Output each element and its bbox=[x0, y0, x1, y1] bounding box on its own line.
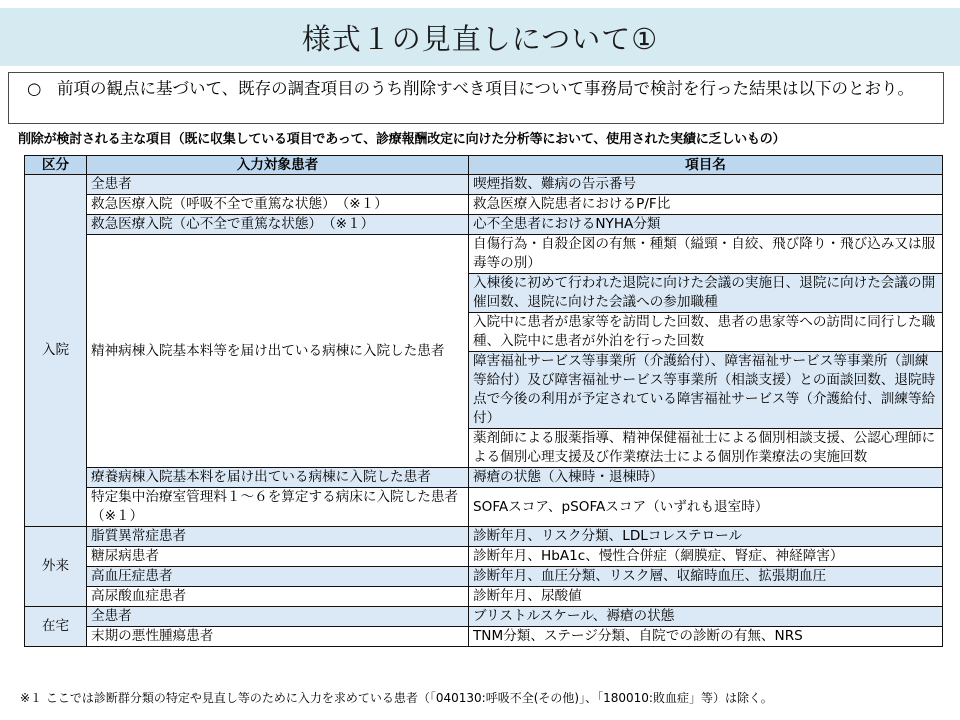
category-inpatient: 入院 bbox=[25, 175, 87, 527]
table-row bbox=[25, 547, 943, 567]
intro-text: 前項の観点に基づいて、既存の調査項目のうち削除すべき項目について事務局で検討を行った結果は以下のとおり。 bbox=[57, 79, 915, 98]
patient-cell: 救急医療入院（心不全で重篤な状態） （※１） bbox=[87, 215, 469, 235]
table-row bbox=[25, 175, 943, 195]
patient-cell: 全患者 bbox=[87, 175, 469, 195]
table-row bbox=[25, 627, 943, 647]
table-row bbox=[25, 587, 943, 607]
table-row bbox=[25, 235, 943, 274]
intro-box bbox=[8, 72, 944, 124]
title-bar bbox=[0, 8, 960, 66]
item-cell: SOFAスコア、pSOFAスコア（いずれも退室時） bbox=[469, 488, 943, 527]
table-row bbox=[25, 488, 943, 527]
header-items: 項目名 bbox=[469, 156, 943, 175]
item-cell: 障害福祉サービス等事業所（介護給付）、障害福祉サービス等事業所（訓練等給付）及び障害福祉サービス等事業所（相談支援）との面談回数、退院時点で今後の利用が予定されている障害福祉サービス等（介護給付、訓練等給付） bbox=[469, 352, 943, 429]
table-row bbox=[25, 527, 943, 547]
item-cell: ブリストルスケール、褥瘡の状態 bbox=[469, 607, 943, 627]
item-cell: 薬剤師による服薬指導、精神保健福祉士による個別相談支援、公認心理師による個別心理支援及び作業療法士による個別作業療法の実施回数 bbox=[469, 429, 943, 468]
patient-cell: 脂質異常症患者 bbox=[87, 527, 469, 547]
deletion-items-table bbox=[24, 155, 943, 647]
patient-cell: 特定集中治療室管理料１～６を算定する病床に入院した患者（※１） bbox=[87, 488, 469, 527]
patient-cell: 高血圧症患者 bbox=[87, 567, 469, 587]
bullet-marker: ○ bbox=[27, 79, 42, 98]
item-cell: 褥瘡の状態（入棟時・退棟時） bbox=[469, 468, 943, 488]
header-patients: 入力対象患者 bbox=[87, 156, 469, 175]
item-cell: 入院中に患者が患家等を訪問した回数、患者の患家等への訪問に同行した職種、入院中に患者が外泊を行った回数 bbox=[469, 313, 943, 352]
patient-cell: 療養病棟入院基本料を届け出ている病棟に入院した患者 bbox=[87, 468, 469, 488]
item-cell: 自傷行為・自殺企図の有無・種類（縊頸・自絞、飛び降り・飛び込み又は服毒等の別） bbox=[469, 235, 943, 274]
table-row bbox=[25, 215, 943, 235]
table-row bbox=[25, 567, 943, 587]
category-homecare: 在宅 bbox=[25, 607, 87, 647]
item-cell: 診断年月、尿酸値 bbox=[469, 587, 943, 607]
item-cell: 入棟後に初めて行われた退院に向けた会議の実施日、退院に向けた会議の開催回数、退院に向けた会議への参加職種 bbox=[469, 274, 943, 313]
category-outpatient: 外来 bbox=[25, 527, 87, 607]
table-row bbox=[25, 195, 943, 215]
header-category: 区分 bbox=[25, 156, 87, 175]
patient-cell: 高尿酸血症患者 bbox=[87, 587, 469, 607]
item-cell: TNM分類、ステージ分類、自院での診断の有無、NRS bbox=[469, 627, 943, 647]
item-cell: 喫煙指数、難病の告示番号 bbox=[469, 175, 943, 195]
item-cell: 救急医療入院患者におけるP/F比 bbox=[469, 195, 943, 215]
section-subheading: 削除が検討される主な項目（既に収集している項目であって、診療報酬改定に向けた分析等において、使用された実績に乏しいもの） bbox=[18, 132, 786, 147]
page-title: 様式１の見直しについて① bbox=[301, 21, 659, 56]
patient-cell: 末期の悪性腫瘍患者 bbox=[87, 627, 469, 647]
item-cell: 心不全患者におけるNYHA分類 bbox=[469, 215, 943, 235]
patient-cell: 全患者 bbox=[87, 607, 469, 627]
patient-cell: 救急医療入院（呼吸不全で重篤な状態） （※１） bbox=[87, 195, 469, 215]
table-header-row bbox=[25, 156, 943, 175]
patient-cell-psychiatric: 精神病棟入院基本料等を届け出ている病棟に入院した患者 bbox=[87, 235, 469, 468]
patient-cell: 糖尿病患者 bbox=[87, 547, 469, 567]
item-cell: 診断年月、リスク分類、LDLコレステロール bbox=[469, 527, 943, 547]
table-row bbox=[25, 607, 943, 627]
item-cell: 診断年月、血圧分類、リスク層、収縮時血圧、拡張期血圧 bbox=[469, 567, 943, 587]
item-cell: 診断年月、HbA1c、慢性合併症（網膜症、腎症、神経障害） bbox=[469, 547, 943, 567]
footnote: ※１ ここでは診断群分類の特定や見直し等のために入力を求めている患者（「040130:呼吸不全(その他)」、「180010:敗血症」等）は除く。 bbox=[20, 691, 773, 705]
table-row bbox=[25, 468, 943, 488]
